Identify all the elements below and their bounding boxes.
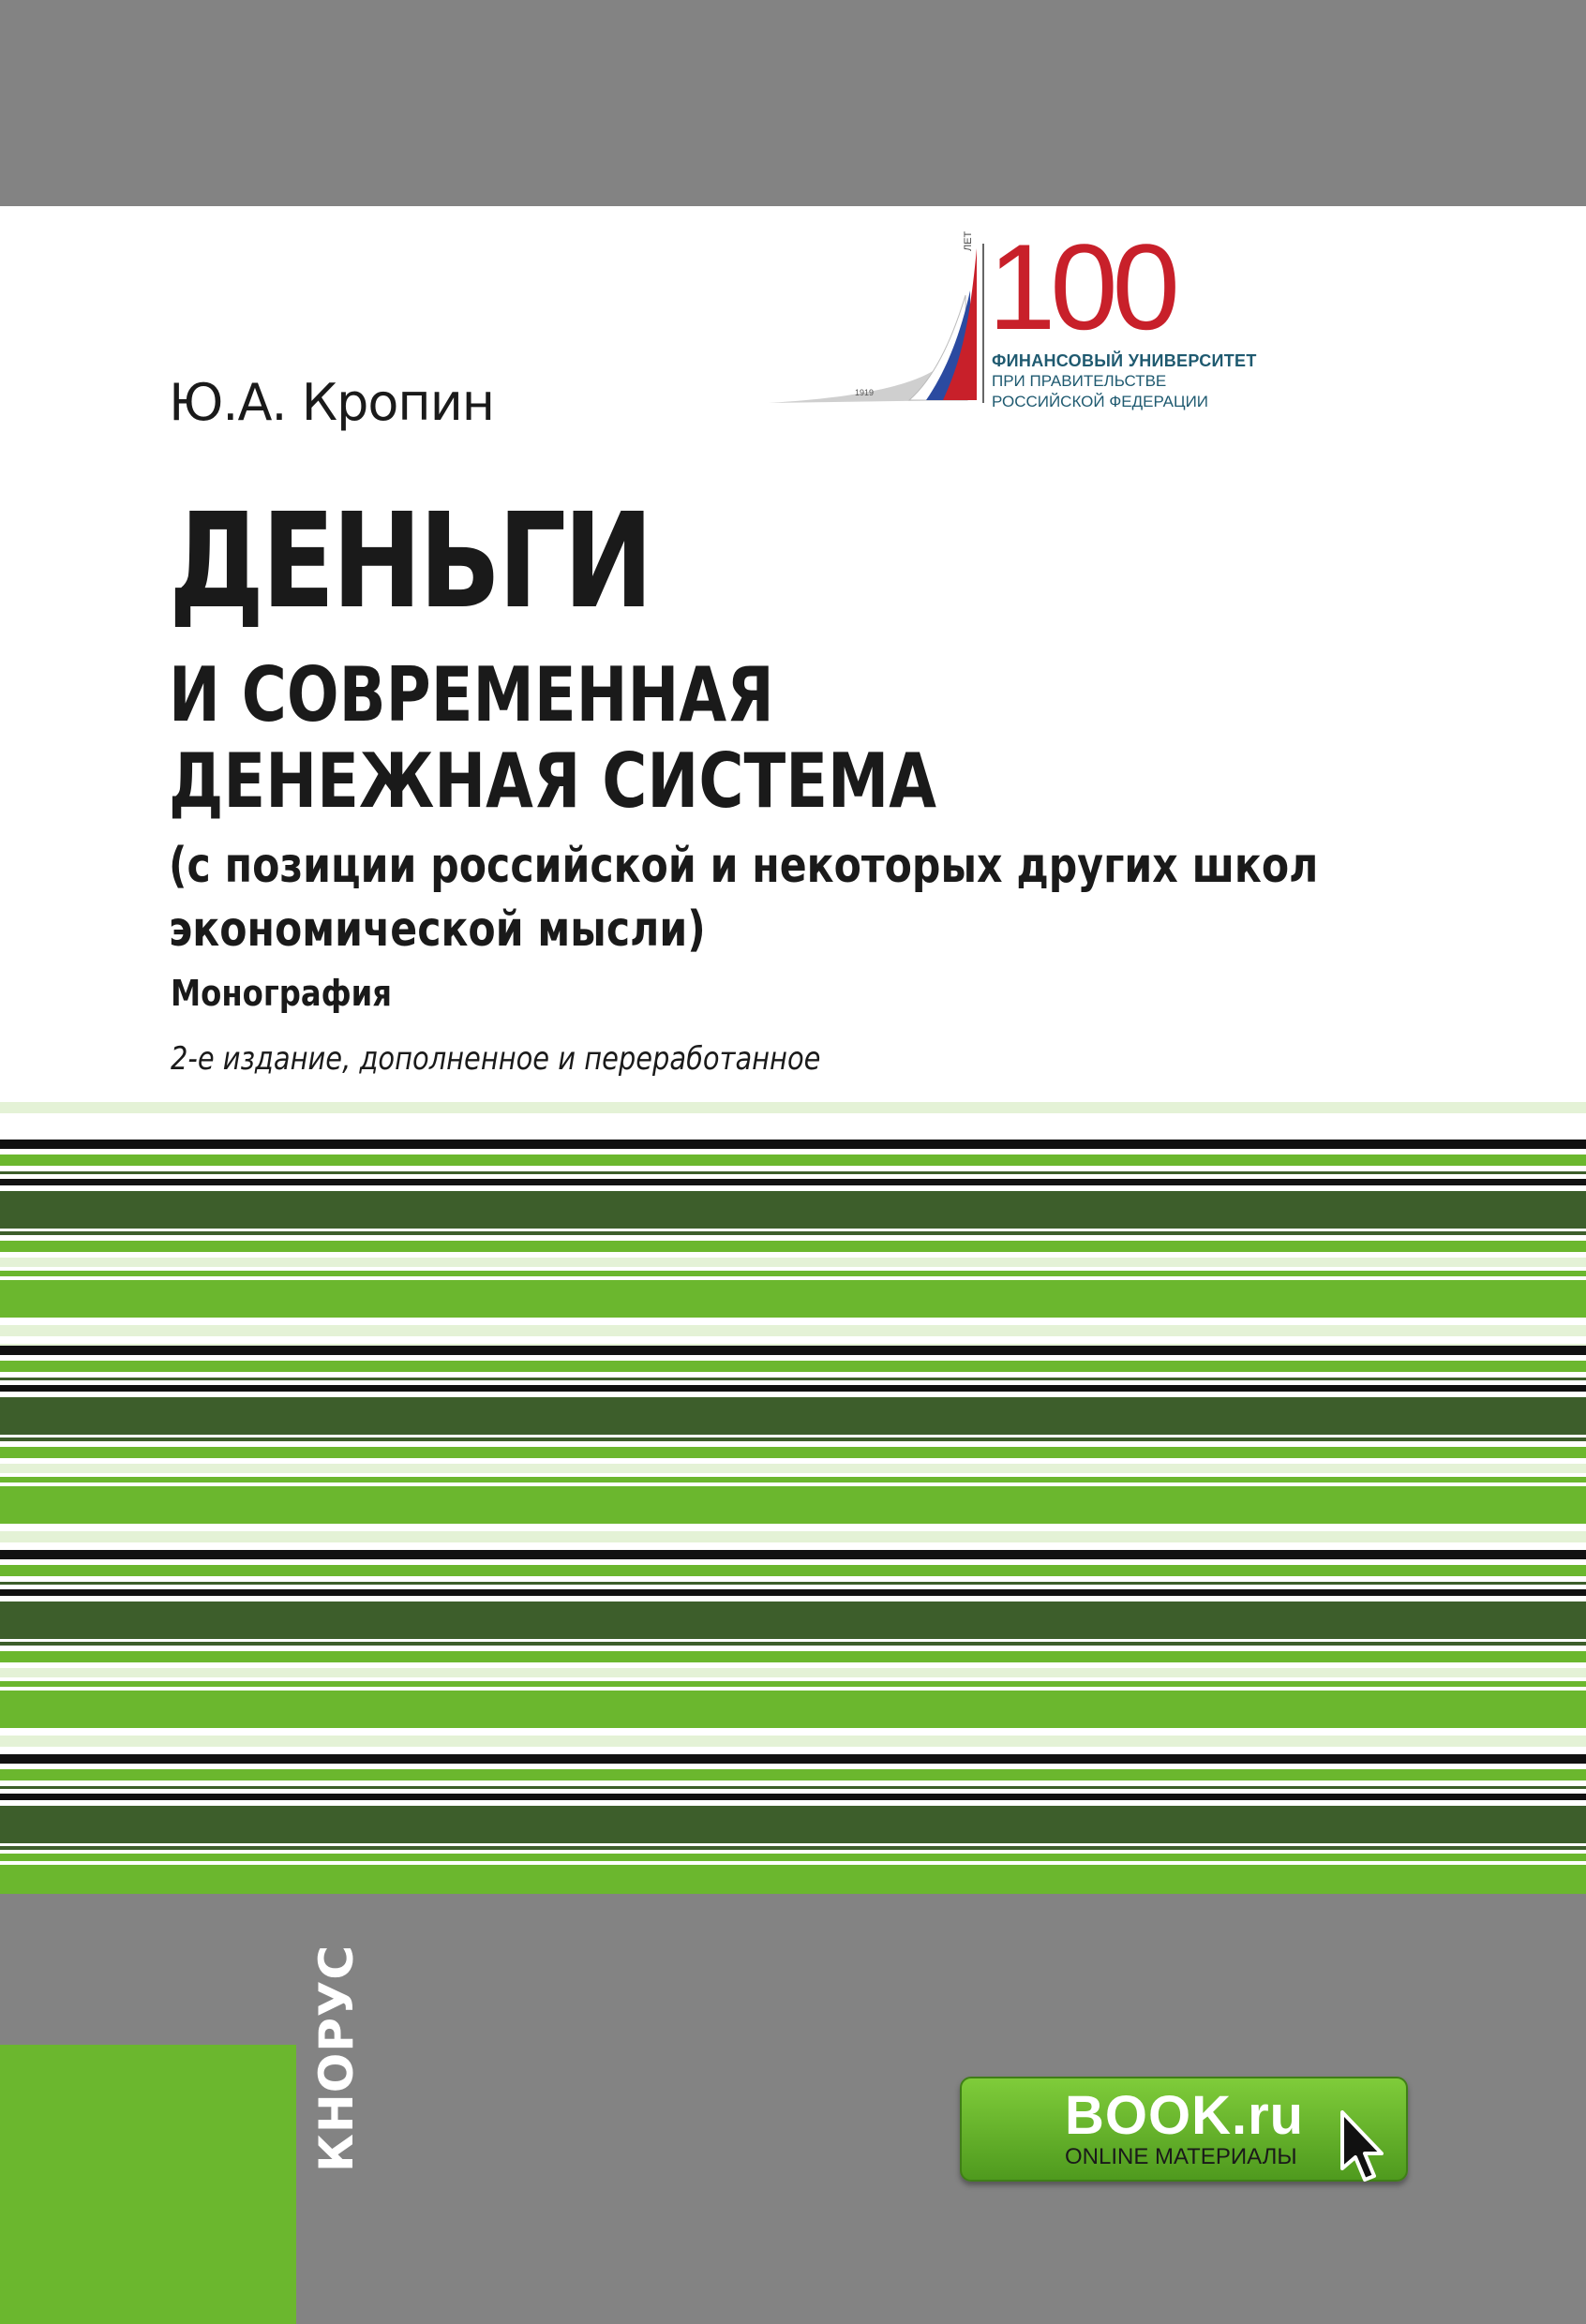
- stripe: [0, 1140, 1586, 1149]
- logo-line-1: ФИНАНСОВЫЙ УНИВЕРСИТЕТ: [992, 351, 1257, 370]
- stripe: [0, 1378, 1586, 1380]
- stripe: [0, 1447, 1586, 1458]
- book-title-main: ДЕНЬГИ: [169, 485, 651, 638]
- stripe: [0, 1361, 1586, 1372]
- logo-line-2: ПРИ ПРАВИТЕЛЬСТВЕ: [992, 372, 1167, 390]
- logo-let-label: ЛЕТ: [963, 231, 974, 251]
- stripe: [0, 1179, 1586, 1185]
- book-subtitle: [169, 834, 1318, 961]
- stripe: [0, 1651, 1586, 1662]
- title-line-3: ДЕНЕЖНАЯ СИСТЕМА: [169, 737, 937, 825]
- subtitle-line-1: (с позиции российской и некоторых других школ: [169, 838, 1319, 894]
- stripe: [0, 1477, 1586, 1482]
- stripe: [0, 1438, 1586, 1441]
- stripe: [0, 1191, 1586, 1229]
- logo-year: 1919: [855, 388, 875, 397]
- stripe: [0, 1241, 1586, 1252]
- stripe: [0, 1582, 1586, 1585]
- stripe: [0, 1550, 1586, 1559]
- book-title-sub: [169, 652, 936, 825]
- bookru-name: BOOK.ru: [1065, 2085, 1305, 2146]
- subtitle-line-2: экономической мысли): [169, 901, 706, 958]
- stripe: [0, 1280, 1586, 1318]
- stripe: [0, 1565, 1586, 1576]
- stripe: [0, 1325, 1586, 1336]
- publisher-name: КНОРУС: [309, 1944, 364, 2172]
- logo-hundred-number: 100: [988, 218, 1175, 355]
- mouse-cursor-icon: [1339, 2110, 1391, 2185]
- stripe: [0, 1854, 1586, 1861]
- top-gray-band: [0, 0, 1586, 206]
- stripe: [0, 1769, 1586, 1780]
- stripe: [0, 1865, 1586, 1894]
- stripe: [0, 1486, 1586, 1524]
- stripe: [0, 1346, 1586, 1355]
- stripe: [0, 1464, 1586, 1473]
- stripe: [0, 1531, 1586, 1542]
- stripe: [0, 1806, 1586, 1843]
- stripe: [0, 1642, 1586, 1646]
- stripe: [0, 1155, 1586, 1166]
- stripe: [0, 1794, 1586, 1800]
- logo-text: [992, 350, 1257, 412]
- book-edition: 2-е издание, дополненное и переработанное: [171, 1040, 821, 1078]
- bookru-subtitle: ONLINE МАТЕРИАЛЫ: [1065, 2144, 1297, 2169]
- stripe: [0, 1385, 1586, 1392]
- stripe: [0, 1397, 1586, 1435]
- stripe: [0, 1786, 1586, 1789]
- stripe: [0, 1231, 1586, 1235]
- stripe: [0, 1171, 1586, 1174]
- stripe: [0, 1754, 1586, 1764]
- stripe: [0, 1271, 1586, 1276]
- decorative-stripes: [0, 1102, 1586, 1894]
- stripe: [0, 1601, 1586, 1639]
- stripe: [0, 1846, 1586, 1850]
- spine-green-block: [0, 2045, 296, 2324]
- logo-line-3: РОССИЙСКОЙ ФЕДЕРАЦИИ: [992, 393, 1209, 410]
- stripe: [0, 1736, 1586, 1747]
- stripe: [0, 1102, 1586, 1113]
- title-line-2: И СОВРЕМЕННАЯ: [169, 651, 774, 738]
- stripe: [0, 1691, 1586, 1728]
- stripe: [0, 1681, 1586, 1687]
- book-genre: Монография: [171, 973, 393, 1014]
- author-name: Ю.А. Кропин: [169, 373, 495, 432]
- stripe: [0, 1589, 1586, 1596]
- stripe: [0, 1258, 1586, 1267]
- stripe: [0, 1668, 1586, 1677]
